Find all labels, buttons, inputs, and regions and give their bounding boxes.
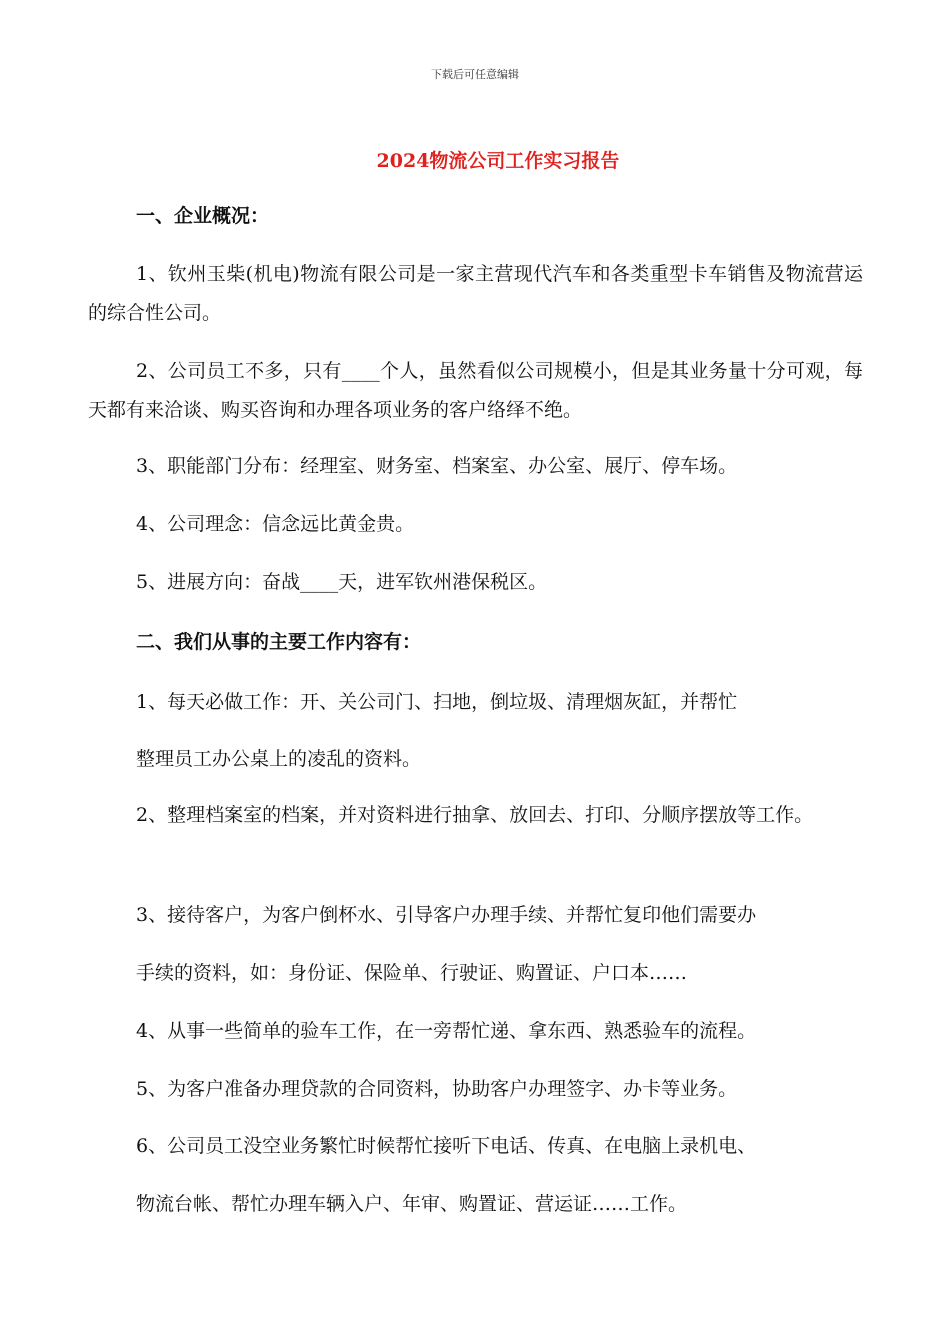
document-title: 2024物流公司工作实习报告	[376, 150, 620, 172]
section-2-heading: 二、我们从事的主要工作内容有：	[136, 631, 422, 653]
section-2-item-6-line-1: 6、公司员工没空业务繁忙时候帮忙接听下电话、传真、在电脑上录机电、	[136, 1135, 757, 1157]
section-2-item-1-line-2: 整理员工办公桌上的凌乱的资料。	[136, 748, 422, 770]
section-2-item-3-line-2: 手续的资料，如：身份证、保险单、行驶证、购置证、户口本……	[136, 962, 688, 984]
section-2-item-5: 5、为客户准备办理贷款的合同资料，协助客户办理签字、办卡等业务。	[136, 1078, 738, 1100]
section-1-heading: 一、企业概况：	[136, 205, 270, 227]
section-1-item-1: 1、钦州玉柴(机电)物流有限公司是一家主营现代汽车和各类重型卡车销售及物流营运的综合性公司。	[88, 263, 863, 324]
section-1-item-2: 2、公司员工不多，只有____个人，虽然看似公司规模小，但是其业务量十分可观，每天都有来洽谈、购买咨询和办理各项业务的客户络绎不绝。	[88, 360, 863, 421]
section-2-item-4: 4、从事一些简单的验车工作，在一旁帮忙递、拿东西、熟悉验车的流程。	[136, 1020, 757, 1042]
section-1-item-4: 4、公司理念：信念远比黄金贵。	[136, 513, 415, 535]
section-1-item-3: 3、职能部门分布：经理室、财务室、档案室、办公室、展厅、停车场。	[136, 455, 738, 477]
section-2-item-6-line-2: 物流台帐、帮忙办理车辆入户、年审、购置证、营运证……工作。	[136, 1193, 688, 1215]
section-1-item-5: 5、进展方向：奋战____天，进军钦州港保税区。	[136, 571, 548, 593]
section-2-item-3-line-1: 3、接待客户，为客户倒杯水、引导客户办理手续、并帮忙复印他们需要办	[136, 904, 757, 926]
header-note: 下载后可任意编辑	[431, 68, 519, 81]
section-2-item-1-line-1: 1、每天必做工作：开、关公司门、扫地，倒垃圾、清理烟灰缸，并帮忙	[136, 691, 738, 713]
section-2-item-2: 2、整理档案室的档案，并对资料进行抽拿、放回去、打印、分顺序摆放等工作。	[136, 804, 814, 826]
